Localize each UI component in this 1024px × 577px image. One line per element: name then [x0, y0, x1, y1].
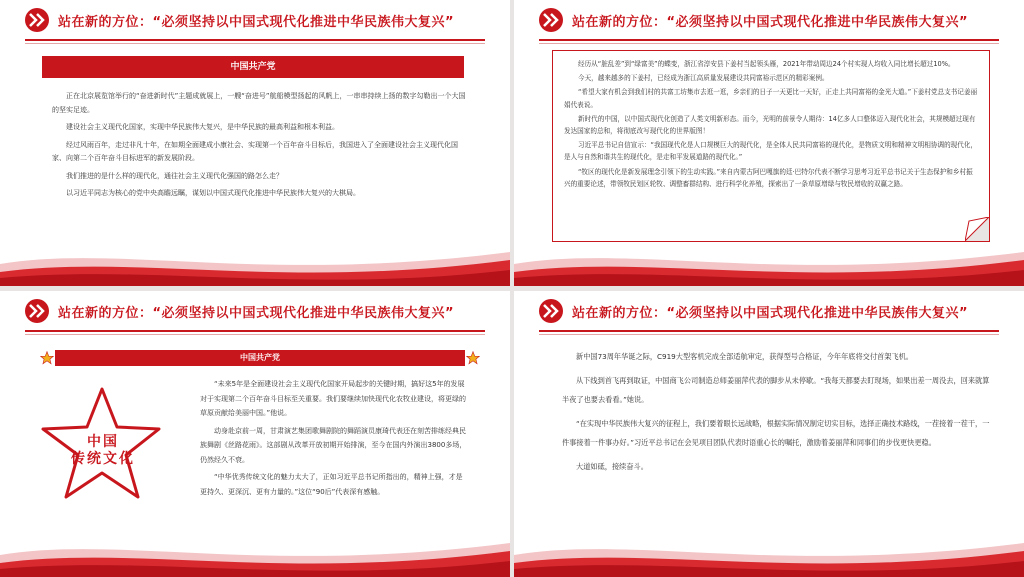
title-divider [539, 330, 999, 332]
double-chevron-icon [539, 299, 563, 323]
paragraph: 以习近平同志为核心的党中央高瞻远瞩，谋划以中国式现代化推进中华民族伟大复兴的大棋局。 [66, 189, 360, 197]
title-divider [539, 39, 999, 41]
double-chevron-icon [539, 8, 563, 32]
paragraph: “中华优秀传统文化的魅力太大了，正如习近平总书记所指出的，精神上强，才是更持久、更深沉、更有力量的。”这位“90后”代表深有感触。 [200, 473, 463, 496]
title-divider [25, 330, 485, 332]
paragraph: 从下线到首飞再到取证，中国商飞公司制造总师姜丽萍代表的脚步从未停歇。“我每天都要去盯现场，如果出差一周没去，回来就算半夜了也要去看看。”她说。 [562, 375, 990, 404]
paragraph: “未来5年是全面建设社会主义现代化国家开局起步的关键时期，搞好这5年的发展对于实现第二个百年奋斗目标至关重要。我们要继续加快现代化农牧业建设，将更绿的草原贡献给美丽中国。”他说。 [200, 380, 466, 417]
title-divider-thin [539, 43, 999, 44]
paragraph: 今天，越来越多的下姜村，已经成为浙江高质量发展建设共同富裕示范区的精彩案例。 [578, 74, 829, 83]
emblem-line: 传统文化 [71, 451, 135, 467]
slide-title: 站在新的方位：“必须坚持以中国式现代化推进中华民族伟大复兴” [58, 306, 455, 321]
paragraph: 习近平总书记自信宣示：“我国现代化是人口规模巨大的现代化，是全体人民共同富裕的现代化，是物质文明和精神文明相协调的现代化，是人与自然和谐共生的现代化，是走和平发展道路的现代化。” [564, 141, 978, 162]
red-wave-decoration [0, 525, 510, 577]
paragraph: “牧区的现代化是新发展理念引领下的生动实践。”来自内蒙古阿巴嘎旗的廷·巴特尔代表不断学习思考习近平总书记关于生态保护和乡村振兴的重要论述，带领牧民划区轮牧、调整畜群结构、进行科学化养殖，探索出了一条草原增绿与牧民增收的双赢之路。 [564, 167, 973, 188]
paragraph: “希望大家有机会到我们村的共富工坊集市去逛一逛，乡亲们的日子一天更比一天好，正走上共同富裕的金光大道。”下姜村党总支书记姜丽娟代表说。 [564, 88, 978, 109]
body-text [52, 90, 466, 201]
double-chevron-icon [25, 8, 49, 32]
title-divider [25, 39, 485, 41]
paragraph: 经历从“脏乱差”到“绿富美”的蝶变，浙江省淳安县下姜村当起领头雁，2021年带动周边24个村实现人均收入同比增长超过10%。 [578, 60, 955, 68]
paragraph: 建设社会主义现代化国家，实现中华民族伟大复兴，是中华民族的最高利益和根本利益。 [66, 123, 339, 131]
title-divider-thin [539, 334, 999, 335]
emblem-text [68, 434, 138, 468]
slide-title: 站在新的方位：“必须坚持以中国式现代化推进中华民族伟大复兴” [572, 15, 969, 30]
slide-2-thumbnail[interactable] [514, 0, 1024, 286]
slide-1-thumbnail[interactable] [0, 0, 510, 286]
slide-title: 站在新的方位：“必须坚持以中国式现代化推进中华民族伟大复兴” [58, 15, 455, 30]
paragraph: 动身赴京前一周，甘肃演艺集团歌舞剧院的舞蹈演员康琦代表还在刻苦排练经典民族舞剧《丝路花雨》。这部剧从改革开放初期开始排演，至今在国内外演出3800多场，仍然经久不衰。 [200, 426, 467, 464]
title-divider-thin [25, 334, 485, 335]
slide-header [514, 291, 1024, 331]
red-wave-decoration [514, 525, 1024, 577]
section-banner: 中国共产党 [55, 350, 465, 366]
title-divider-thin [25, 43, 485, 44]
body-text [562, 347, 990, 476]
body-text [564, 58, 978, 190]
body-text [200, 377, 468, 499]
red-wave-decoration [514, 234, 1024, 286]
paragraph: 新时代的中国，以中国式现代化创造了人类文明新形态。而今，光明的前景令人期待：14亿多人口整体迈入现代化社会，其规模超过现有发达国家的总和，将彻底改写现代化的世界版图！ [564, 114, 976, 136]
paragraph: 经过风雨百年，走过非凡十年，在如期全面建成小康社会、实现第一个百年奋斗目标后，我国进入了全面建设社会主义现代化国家、向第二个百年奋斗目标进军的新发展阶段。 [52, 140, 458, 162]
paragraph: 我们推进的是什么样的现代化，通往社会主义现代化强国的路怎么走？ [66, 171, 283, 180]
slide-3-thumbnail[interactable] [0, 291, 510, 577]
section-banner: 中国共产党 [42, 56, 464, 78]
slide-header [0, 291, 510, 331]
slide-title: 站在新的方位：“必须坚持以中国式现代化推进中华民族伟大复兴” [572, 306, 969, 321]
red-wave-decoration [0, 234, 510, 286]
paragraph: 新中国73周年华诞之际，C919大型客机完成全部适航审定，获得型号合格证，今年年底将交付首架飞机。 [576, 352, 913, 361]
gold-star-icon [466, 351, 480, 365]
gold-star-icon [40, 351, 54, 365]
slide-header [514, 0, 1024, 40]
slide-4-thumbnail[interactable] [514, 291, 1024, 577]
paragraph: “在实现中华民族伟大复兴的征程上，我们要着眼长远战略，根据实际情况制定切实目标，选择正确技术路线，一茬接着一茬干，一件事接着一件事办好。”习近平总书记在会见项目团队代表时语重心长的嘱托，激励着姜丽萍和同事们的步伐更快更稳。 [562, 418, 990, 447]
paragraph: 大道如砥，接续奋斗。 [576, 461, 648, 471]
double-chevron-icon [25, 299, 49, 323]
paragraph: 正在北京展览馆举行的“奋进新时代”主题成就展上，一艘“奋进号”航船模型扬起的风帆上，一串串持续上扬的数字勾勒出一个大国的坚实足迹。 [52, 92, 466, 114]
emblem-line: 中国 [87, 434, 119, 450]
slide-header [0, 0, 510, 40]
